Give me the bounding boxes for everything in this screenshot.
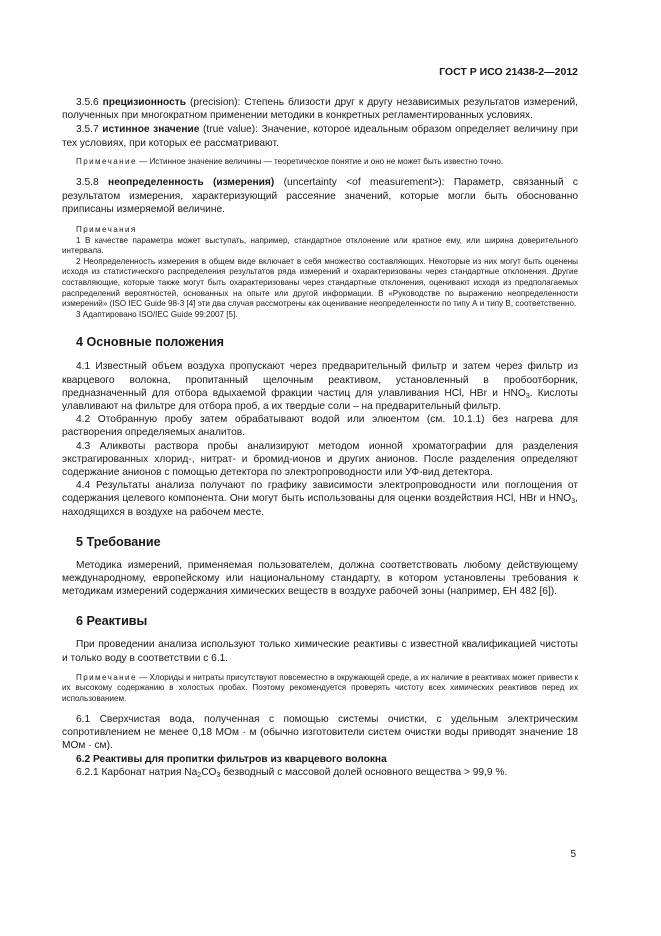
clause-text: CO — [201, 767, 217, 779]
note-3-5-7 — [62, 157, 578, 168]
clause-4-3: 4.3 Аликвоты раствора пробы анализируют методом ионной хроматографии для разделения экстрагированных хлорид-, нитрат- и бромид-ионов и других анионов. После разделения определяют содержание анионов с помощью детектора по электропроводности или УФ-вид детектора. — [62, 440, 578, 478]
clause-4-2: 4.2 Отобранную пробу затем обрабатывают водой или элюентом (см. 10.1.1) без нагрева для растворения определяемых аналитов. — [62, 414, 578, 439]
note-2: 2 Неопределенность измерения в общем виде включает в себя множество составляющих. Некоторые из них могут быть оценены исходя из статистического распределения результатов ряда измерений и охарактеризованы через стандартные отклонения. Другие составляющие, которые также могут быть охарактеризованы через стандартные отклонения, оценивают исходя из предполагаемых распределений вероятностей, основанных на опыте или другой информации. В «Руководстве по выражению неопределенности измерений» (ISO IEC Guide 98-3 [4] эти два случая рассмотрены как оценивание неопределенности по типу А и типу В, соответственно. — [62, 256, 578, 309]
definition-3-5-6 — [62, 96, 578, 122]
clause-6-2-heading — [62, 753, 578, 766]
clause-text: , находящихся в воздухе на рабочем месте. — [62, 493, 578, 518]
note-label: Примечание — [76, 156, 137, 166]
term: истинное значение — [102, 124, 200, 136]
clause-text: 4.4 Результаты анализа получают по графику зависимости электропроводности или поглощения от содержания целевого компонента. Они могут быть использованы для оценки воздействия HCl, HBr и HNO — [62, 480, 578, 505]
page-number: 5 — [570, 849, 576, 860]
definition-text: (precision): Степень близости друг к другу независимых результатов измерений, полученных при многократном применении методики в конкретных регламентированных условиях. — [62, 97, 578, 122]
clause-number: 3.5.6 — [76, 97, 99, 108]
section-4-title: 4 Основные положения — [76, 335, 225, 350]
section-5-text: Методика измерений, применяемая пользователем, должна соответствовать любому действующему международному, европейскому или национальному стандарту, в котором установлены требования к методикам измерений содержания химических веществ в воздухе рабочей зоны (например, ЕН 482 [6]). — [62, 559, 578, 598]
clause-text: 4.1 Известный объем воздуха пропускают через предварительный фильтр и затем через фильтр из кварцевого волокна, пропитанный щелочным реактивом, установленный в пробоотборник, предназначенный для отбора вдыхаемой фракции частиц для улавливания HCl, HBr и HNO — [62, 361, 578, 399]
clause-number: 3.5.8 — [76, 177, 99, 189]
clause-text: 6.2.1 Карбонат натрия Na — [76, 767, 198, 779]
clause-number: 3.5.7 — [76, 124, 99, 136]
note-1: 1 В качестве параметра может выступать, например, стандартное отклонение или кратное ему, или ширина доверительного интервала. — [62, 235, 578, 256]
clause-6-2-1 — [62, 766, 578, 779]
clause-text: . Кислоты улавливают на фильтре для отбора проб, а их твердые соли – на предварительный фильтр. — [62, 387, 579, 412]
definition-text: (true value): Значение, которое идеальным образом определяет величину при тех условиях, при которых ее рассматривают. — [62, 124, 579, 149]
clause-6-1: 6.1 Сверхчистая вода, полученная с помощью системы очистки, с удельным электрическим сопротивлением не менее 0,18 МОм · м (обычно изготовители систем очистки воды приводят значение 18 МОм · см). — [62, 713, 578, 751]
note-section-6 — [62, 673, 578, 705]
definition-text: (uncertainty <of measurement>): Параметр, связанный с результатом измерения, характеризующий рассеяние значений, которые могли быть обоснованно приписаны измеряемой величине. — [62, 177, 579, 215]
subscript: 3 — [216, 772, 221, 780]
clause-4-1 — [62, 360, 578, 413]
document-code: ГОСТ Р ИСО 21438-2—2012 — [439, 66, 578, 78]
subscript: 3 — [571, 498, 576, 506]
definition-3-5-7 — [62, 123, 578, 149]
note-text: — Хлориды и нитраты присутствуют повсеместно в окружающей среде, а их наличие в реактивах может привести к их высокому содержанию в холостых пробах. Поэтому рекомендуется проверять чистоту всех химических реактивов перед их использованием. — [62, 672, 578, 703]
note-3: 3 Адаптировано ISO/IEC Guide 99:2007 [5]. — [76, 309, 238, 319]
section-6-text: При проведении анализа используют только химические реактивы с известной квалификацией чистоты и только воду в соответствии с 6.1. — [62, 639, 578, 664]
term: прецизионность — [102, 97, 187, 108]
subscript: 2 — [197, 772, 202, 780]
page-body — [62, 64, 578, 780]
note-label: Примечание — [76, 672, 137, 682]
definition-3-5-8 — [62, 176, 578, 216]
clause-heading: 6.2 Реактивы для пропитки фильтров из кварцевого волокна — [76, 754, 387, 766]
section-5-title: 5 Требование — [76, 534, 161, 549]
clause-4-4 — [62, 479, 578, 519]
notes-label: Примечания — [76, 225, 137, 235]
section-6-title: 6 Реактивы — [76, 614, 148, 629]
subscript: 3 — [525, 392, 530, 400]
clause-text: безводный с массовой долей основного вещества > 99,9 %. — [220, 767, 508, 779]
note-text: — Истинное значение величины — теоретическое понятие и оно не может быть известно точно. — [136, 156, 504, 166]
term: неопределенность (измерения) — [108, 177, 275, 189]
